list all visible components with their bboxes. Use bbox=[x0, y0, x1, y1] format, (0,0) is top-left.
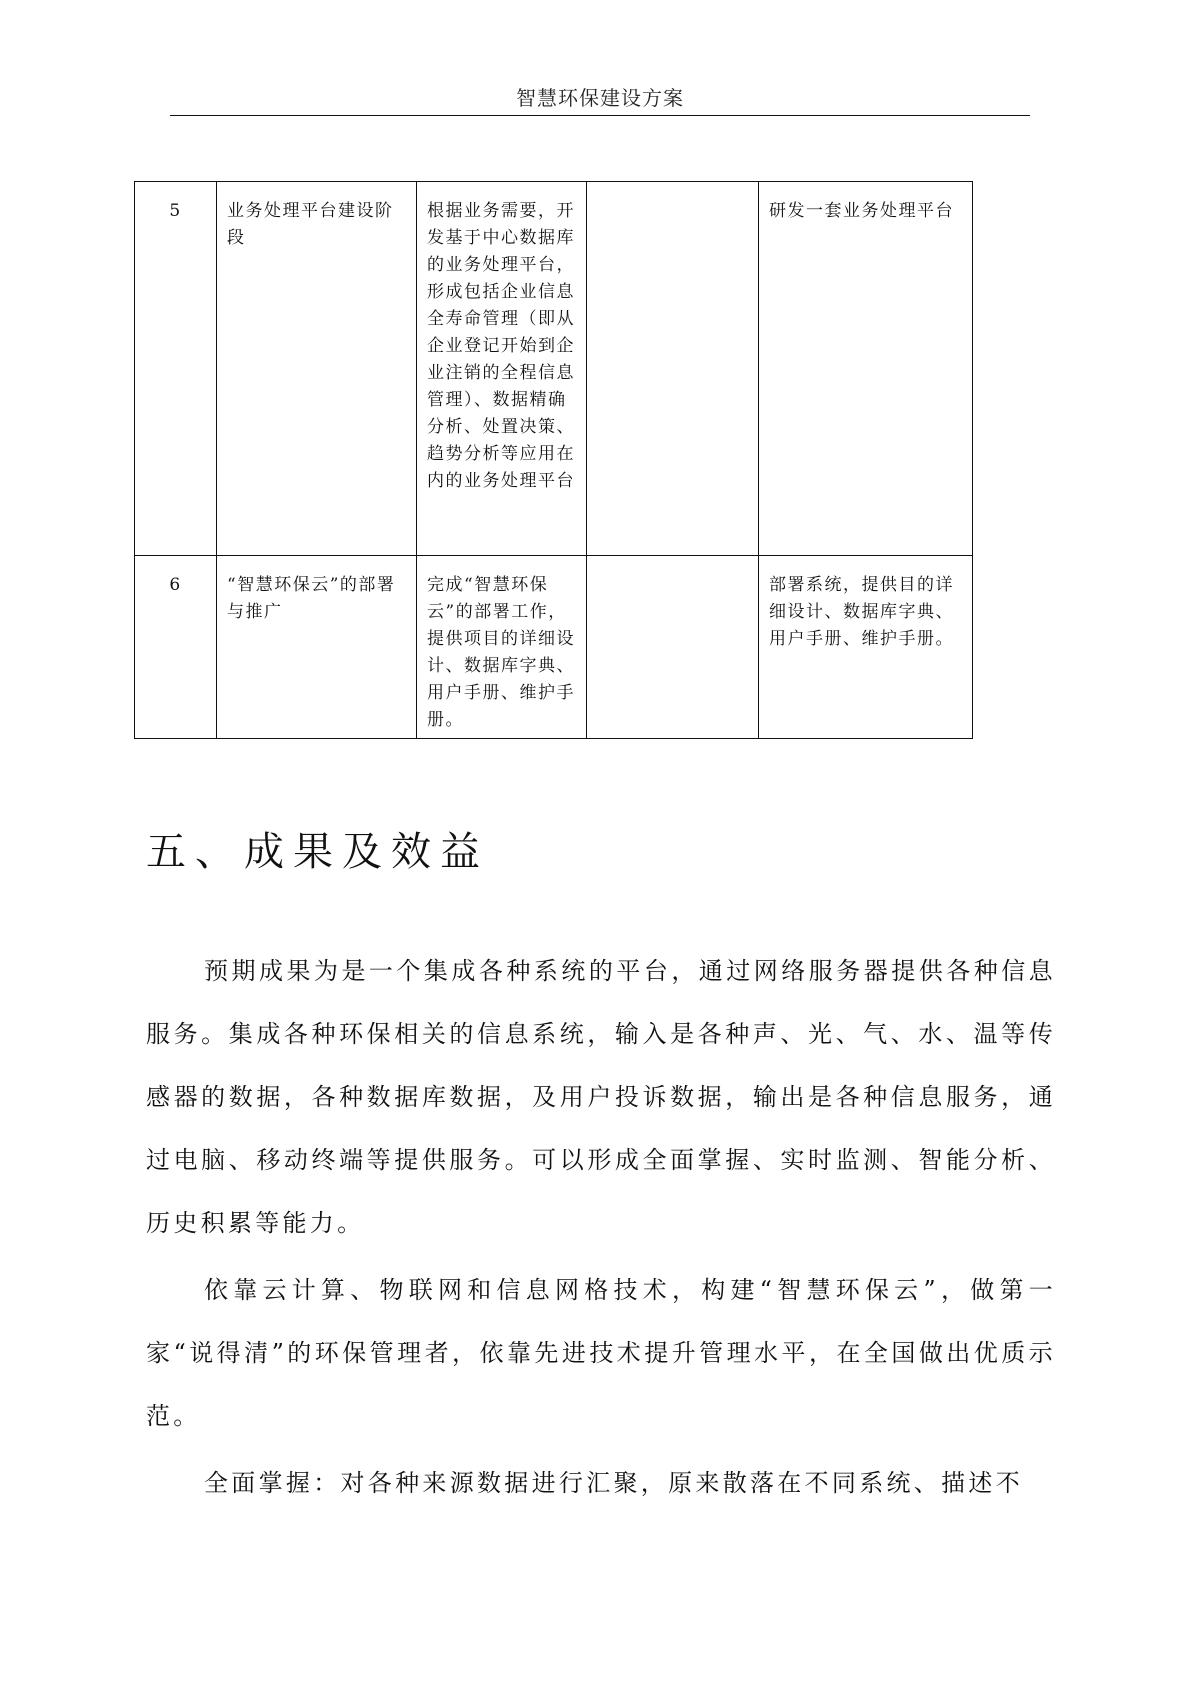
blank-cell bbox=[587, 556, 759, 739]
page-header: 智慧环保建设方案 bbox=[516, 86, 684, 110]
section-title: 五、成果及效益 bbox=[146, 829, 489, 875]
phase-cell: 业务处理平台建设阶段 bbox=[217, 182, 417, 556]
header-divider bbox=[170, 115, 1030, 116]
phase-cell: “智慧环保云”的部署与推广 bbox=[217, 556, 417, 739]
paragraph: 全面掌握：对各种来源数据进行汇聚，原来散落在不同系统、描述不 bbox=[204, 1469, 1023, 1497]
blank-cell bbox=[587, 182, 759, 556]
content-cell: 根据业务需要，开发基于中心数据库的业务处理平台，形成包括企业信息全寿命管理（即从企业登记开始到企业注销的全程信息管理）、数据精确分析、处置决策、趋势分析等应用在内的业务处理平台 bbox=[417, 182, 587, 556]
deliverable-cell: 研发一套业务处理平台 bbox=[759, 182, 973, 556]
paragraph: 预期成果为是一个集成各种系统的平台，通过网络服务器提供各种信息服务。集成各种环保相关的信息系统，输入是各种声、光、气、水、温等传感器的数据，各种数据库数据，及用户投诉数据，输出是各种信息服务，通过电脑、移动终端等提供服务。可以形成全面掌握、实时监测、智能分析、历史积累等能力。 bbox=[146, 957, 1056, 1237]
paragraph: 依靠云计算、物联网和信息网格技术，构建“智慧环保云”，做第一家“说得清”的环保管理者，依靠先进技术提升管理水平，在全国做出优质示范。 bbox=[146, 1276, 1056, 1430]
row-number: 6 bbox=[135, 556, 217, 739]
table-row bbox=[135, 182, 973, 556]
table-row bbox=[135, 556, 973, 739]
deliverable-cell: 部署系统，提供目的详细设计、数据库字典、用户手册、维护手册。 bbox=[759, 556, 973, 739]
content-cell: 完成“智慧环保云”的部署工作，提供项目的详细设计、数据库字典、用户手册、维护手册。 bbox=[417, 556, 587, 739]
body-text bbox=[146, 940, 1056, 1519]
plan-table bbox=[134, 181, 973, 739]
row-number: 5 bbox=[135, 182, 217, 556]
